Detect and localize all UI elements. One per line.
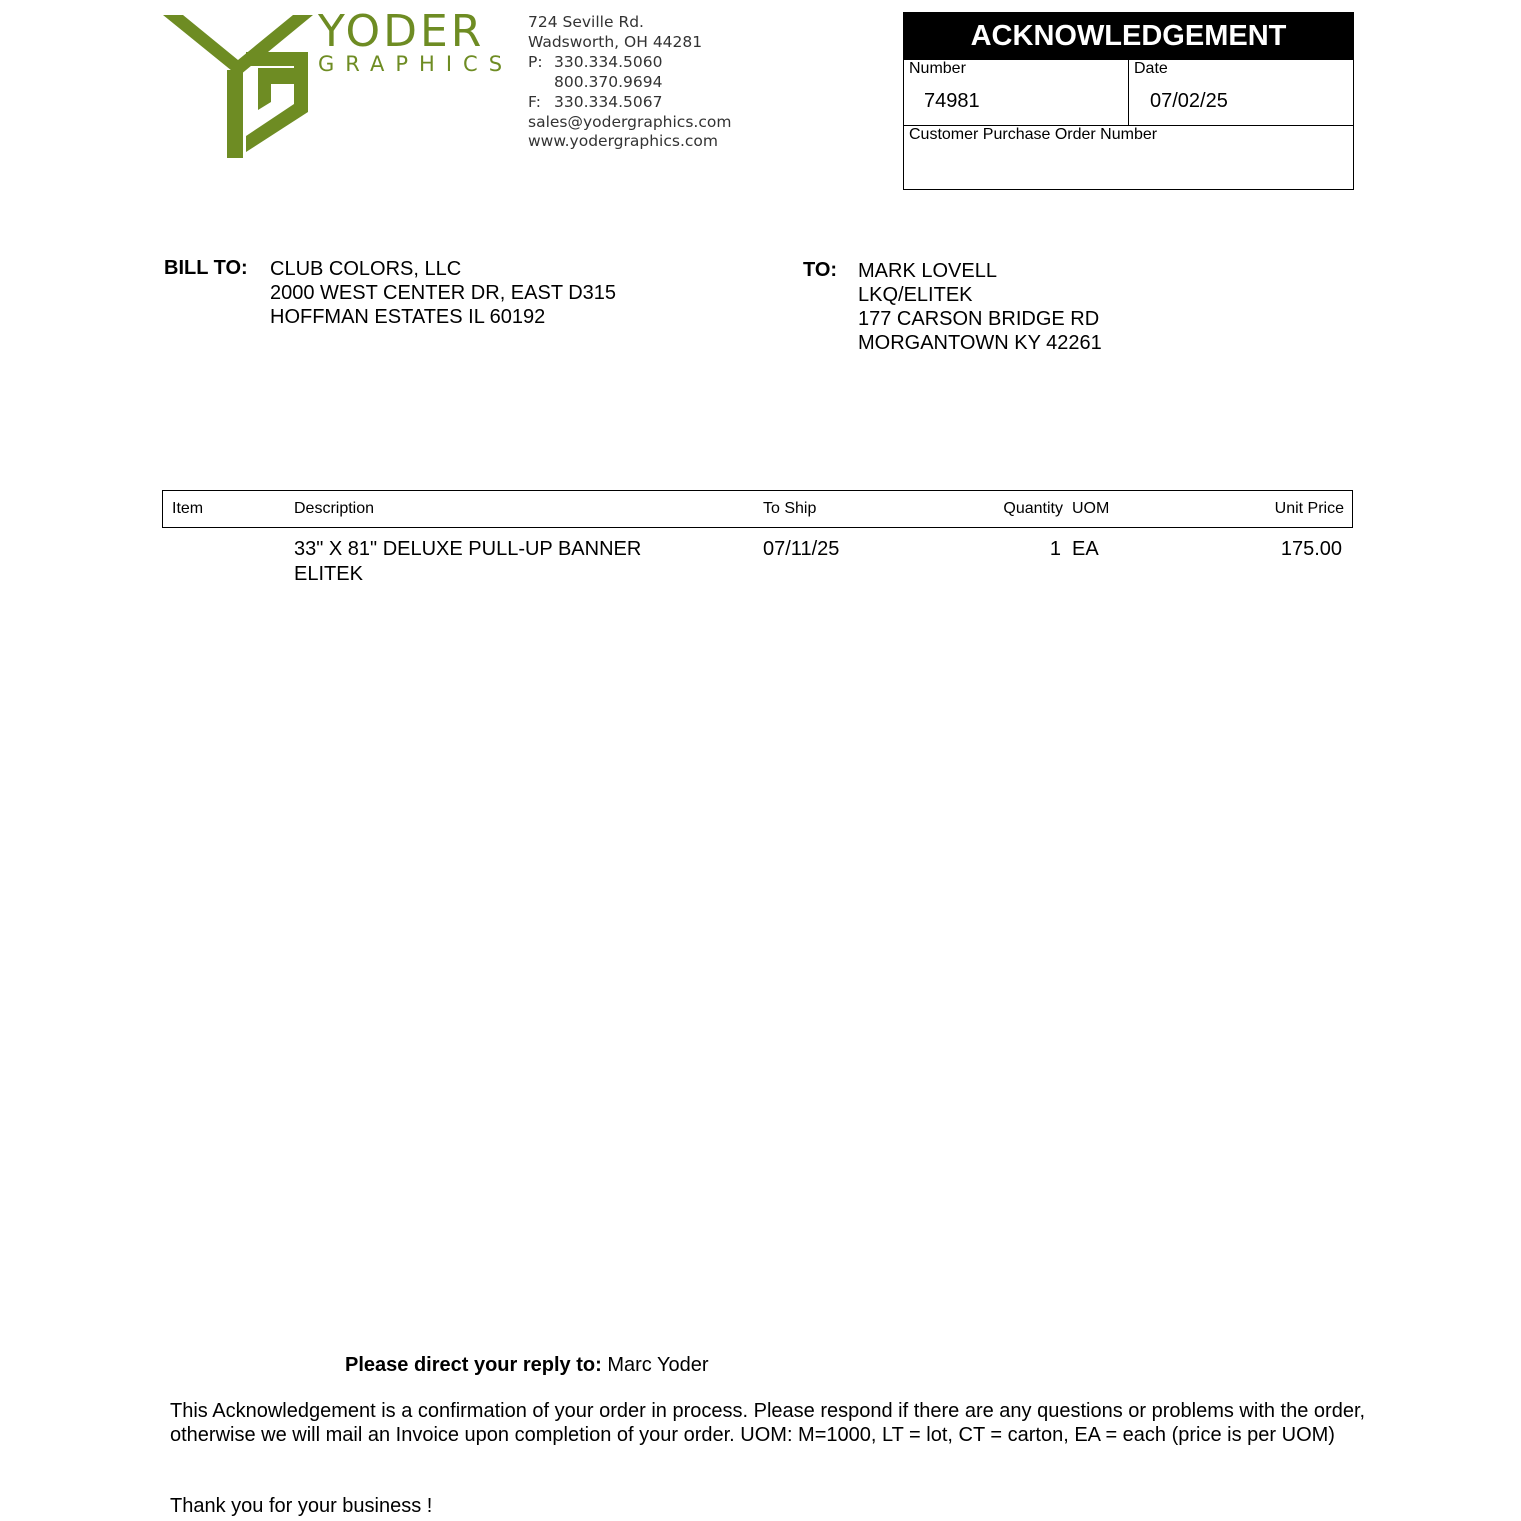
row-unit-price: 175.00 <box>1280 538 1342 560</box>
row-quantity: 1 <box>1049 538 1061 560</box>
company-email: sales@yodergraphics.com <box>528 113 732 131</box>
ack-date-cell <box>1129 59 1353 125</box>
bill-to-label: BILL TO: <box>164 257 248 279</box>
ship-to-line: LKQ/ELITEK <box>858 284 973 306</box>
phone1-value: 330.334.5060 <box>554 53 663 71</box>
ship-to-label: TO: <box>803 259 838 281</box>
row-uom: EA <box>1072 538 1099 560</box>
header-unit-price: Unit Price <box>1274 500 1344 517</box>
company-address-line2: Wadsworth, OH 44281 <box>528 33 703 51</box>
header-uom: UOM <box>1072 500 1110 517</box>
company-fax <box>528 92 662 112</box>
acknowledgement-box <box>903 12 1354 190</box>
items-table-header <box>162 490 1353 528</box>
table-row <box>162 537 1351 589</box>
header-description: Description <box>294 500 375 517</box>
bill-to-line: HOFFMAN ESTATES IL 60192 <box>270 306 546 328</box>
bill-to-address <box>270 257 616 329</box>
phone2-value: 800.370.9694 <box>554 73 663 91</box>
ack-number-label: Number <box>909 60 966 77</box>
header-to-ship: To Ship <box>763 500 817 517</box>
logo-subwordmark: GRAPHICS <box>318 52 514 76</box>
ship-to-line: 177 CARSON BRIDGE RD <box>858 308 1100 330</box>
reply-line <box>345 1354 709 1377</box>
phone-label: P: <box>528 53 543 71</box>
ack-po-cell <box>904 125 1353 190</box>
reply-label: Please direct your reply to: <box>345 1354 602 1376</box>
header-item: Item <box>172 500 204 517</box>
ack-number-cell <box>904 59 1129 125</box>
ship-to-line: MARK LOVELL <box>858 260 997 282</box>
company-address-line1: 724 Seville Rd. <box>528 13 644 31</box>
company-phone1 <box>528 52 662 72</box>
ack-date-label: Date <box>1134 60 1168 77</box>
reply-name: Marc Yoder <box>607 1354 709 1376</box>
row-description-line2: ELITEK <box>294 563 363 585</box>
yoder-graphics-logo-icon <box>163 12 313 158</box>
ack-date-value: 07/02/25 <box>1150 90 1228 112</box>
row-to-ship: 07/11/25 <box>763 538 840 560</box>
row-description-line1: 33" X 81" DELUXE PULL-UP BANNER <box>294 538 642 560</box>
thank-you-note: Thank you for your business ! <box>170 1495 433 1517</box>
fax-value: 330.334.5067 <box>554 93 663 111</box>
fax-label: F: <box>528 93 541 111</box>
ship-to-line: MORGANTOWN KY 42261 <box>858 332 1102 354</box>
acknowledgement-notice: This Acknowledgement is a confirmation of your order in process. Please respond if there are any questions or problems with the order, otherwise we will mail an Invoice upon completion of your order. UOM: M=1000, LT = lot, CT = carton, EA = each (price is per UOM) <box>170 1400 1366 1446</box>
ack-number-value: 74981 <box>924 90 980 112</box>
header-quantity: Quantity <box>1003 500 1063 517</box>
logo-wordmark: YODER <box>318 6 485 57</box>
ship-to-address <box>858 259 1102 355</box>
ack-po-label: Customer Purchase Order Number <box>909 126 1158 143</box>
company-phone2 <box>528 72 662 92</box>
bill-to-line: 2000 WEST CENTER DR, EAST D315 <box>270 282 617 304</box>
acknowledgement-title: ACKNOWLEDGEMENT <box>904 13 1353 59</box>
bill-to-line: CLUB COLORS, LLC <box>270 258 462 280</box>
company-website: www.yodergraphics.com <box>528 132 718 150</box>
